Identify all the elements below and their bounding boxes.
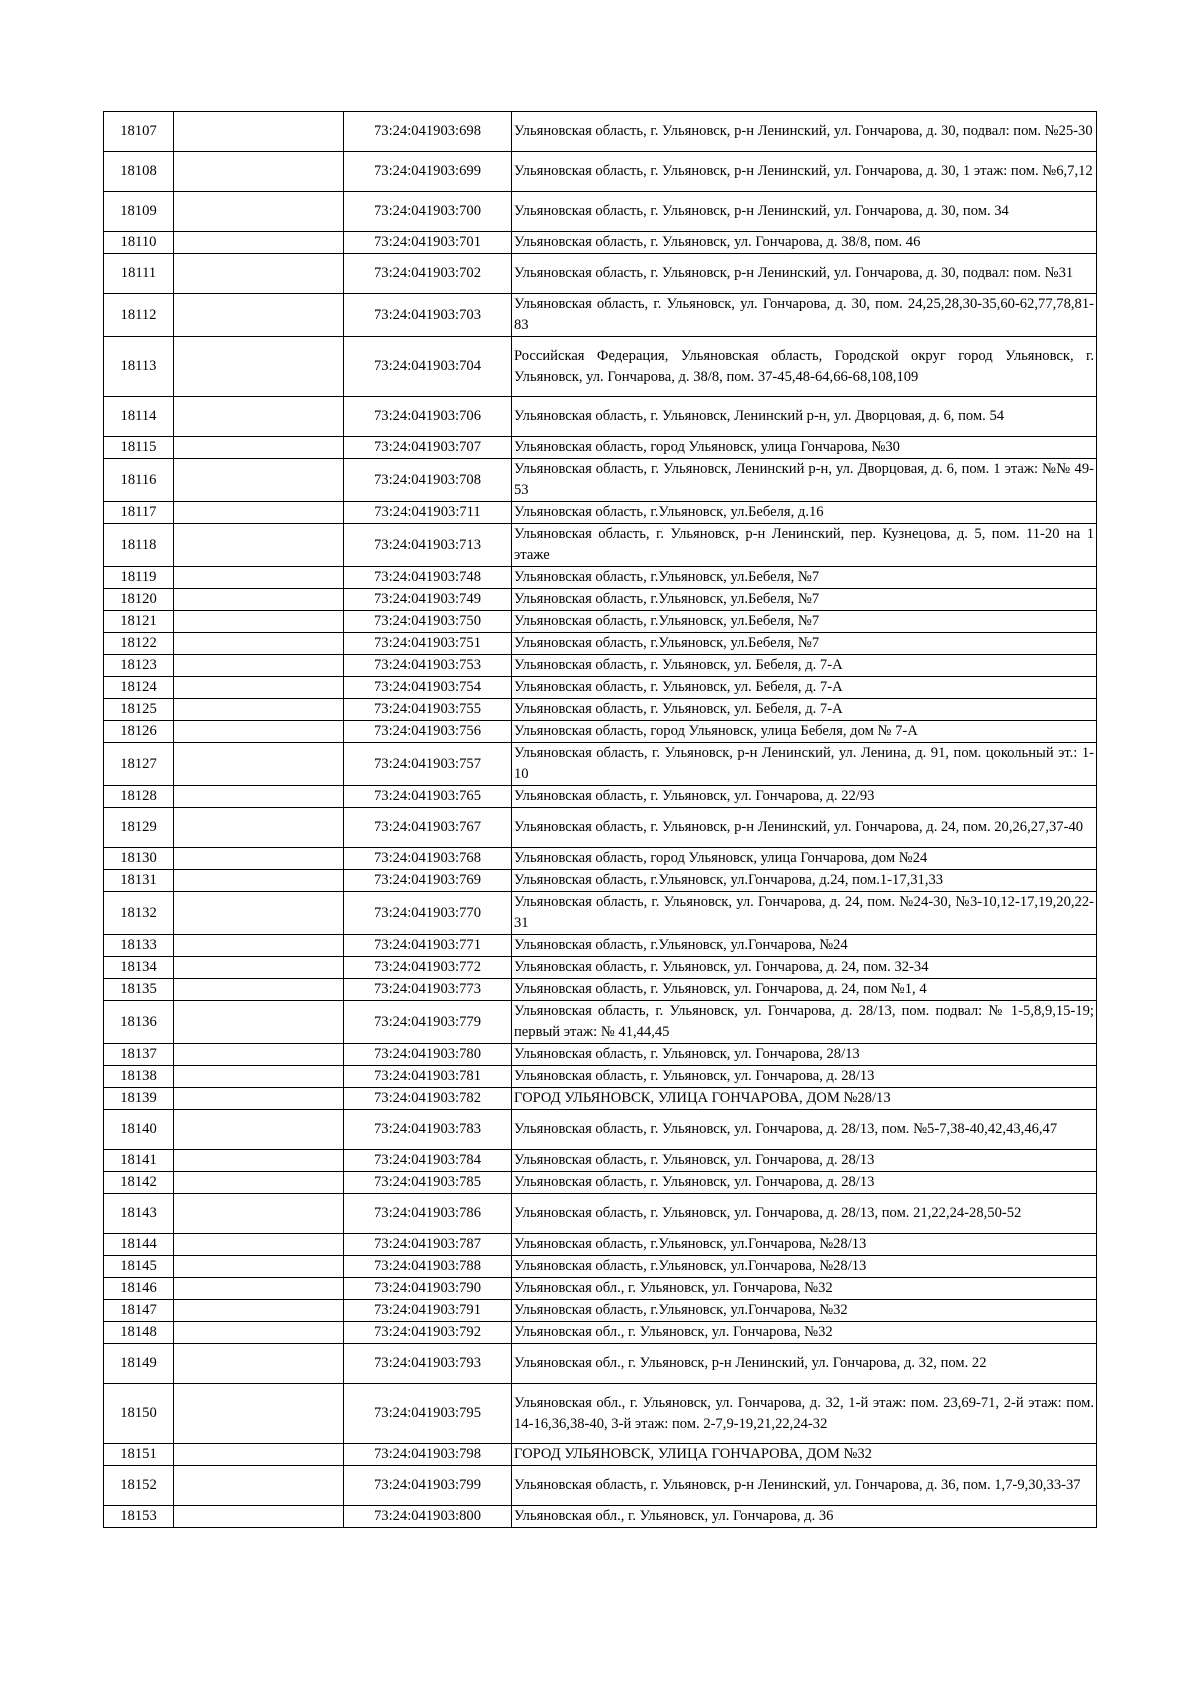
row-number: 18134 <box>104 957 174 979</box>
row-number: 18108 <box>104 152 174 192</box>
row-number: 18132 <box>104 892 174 935</box>
cadastral-number: 73:24:041903:748 <box>344 567 512 589</box>
row-number: 18153 <box>104 1506 174 1528</box>
table-row <box>104 1344 1097 1384</box>
address-cell: Ульяновская область, г.Ульяновск, ул.Гончарова, д.24, пом.1-17,31,33 <box>512 870 1097 892</box>
empty-cell <box>174 699 344 721</box>
cadastral-number: 73:24:041903:765 <box>344 786 512 808</box>
table-row <box>104 1506 1097 1528</box>
table-row <box>104 337 1097 397</box>
cadastral-number: 73:24:041903:779 <box>344 1001 512 1044</box>
address-cell: Ульяновская область, город Ульяновск, улица Гончарова, дом №24 <box>512 848 1097 870</box>
empty-cell <box>174 870 344 892</box>
address-cell: Ульяновская область, г. Ульяновск, р-н Ленинский, ул. Гончарова, д. 24, пом. 20,26,27,37-40 <box>512 808 1097 848</box>
empty-cell <box>174 232 344 254</box>
empty-cell <box>174 1466 344 1506</box>
table-row <box>104 1444 1097 1466</box>
empty-cell <box>174 1234 344 1256</box>
cadastral-number: 73:24:041903:782 <box>344 1088 512 1110</box>
table-row <box>104 294 1097 337</box>
address-cell: Ульяновская обл., г. Ульяновск, ул. Гончарова, д. 32, 1-й этаж: пом. 23,69-71, 2-й этаж: пом. 14-16,36,38-40, 3-й этаж: пом. 2-7,9-19,21,22,24-32 <box>512 1384 1097 1444</box>
cadastral-number: 73:24:041903:793 <box>344 1344 512 1384</box>
empty-cell <box>174 567 344 589</box>
row-number: 18107 <box>104 112 174 152</box>
cadastral-number: 73:24:041903:795 <box>344 1384 512 1444</box>
address-cell: Ульяновская область, г. Ульяновск, р-н Ленинский, ул. Ленина, д. 91, пом. цокольный эт.: 1-10 <box>512 743 1097 786</box>
address-cell: Ульяновская область, г. Ульяновск, р-н Ленинский, ул. Гончарова, д. 30, подвал: пом. №25-30 <box>512 112 1097 152</box>
address-cell: Ульяновская обл., г. Ульяновск, ул. Гончарова, №32 <box>512 1322 1097 1344</box>
row-number: 18114 <box>104 397 174 437</box>
address-cell: Ульяновская область, г. Ульяновск, ул. Бебеля, д. 7-А <box>512 677 1097 699</box>
address-cell: Ульяновская область, г. Ульяновск, ул. Гончарова, д. 30, пом. 24,25,28,30-35,60-62,77,78,81-83 <box>512 294 1097 337</box>
address-cell: Ульяновская область, город Ульяновск, улица Гончарова, №30 <box>512 437 1097 459</box>
row-number: 18131 <box>104 870 174 892</box>
cadastral-number: 73:24:041903:800 <box>344 1506 512 1528</box>
cadastral-number: 73:24:041903:771 <box>344 935 512 957</box>
address-cell: Ульяновская область, г. Ульяновск, ул. Бебеля, д. 7-А <box>512 699 1097 721</box>
cadastral-number: 73:24:041903:772 <box>344 957 512 979</box>
address-cell: Ульяновская область, г.Ульяновск, ул.Гончарова, №24 <box>512 935 1097 957</box>
cadastral-number: 73:24:041903:783 <box>344 1110 512 1150</box>
address-cell: Ульяновская область, г. Ульяновск, ул. Гончарова, д. 24, пом. №24-30, №3-10,12-17,19,20,22-31 <box>512 892 1097 935</box>
empty-cell <box>174 1001 344 1044</box>
empty-cell <box>174 294 344 337</box>
empty-cell <box>174 1066 344 1088</box>
row-number: 18142 <box>104 1172 174 1194</box>
address-cell: Ульяновская область, г. Ульяновск, р-н Ленинский, ул. Гончарова, д. 30, подвал: пом. №31 <box>512 254 1097 294</box>
row-number: 18140 <box>104 1110 174 1150</box>
empty-cell <box>174 957 344 979</box>
cadastral-number: 73:24:041903:791 <box>344 1300 512 1322</box>
empty-cell <box>174 721 344 743</box>
table-row <box>104 1172 1097 1194</box>
table-row <box>104 808 1097 848</box>
row-number: 18135 <box>104 979 174 1001</box>
cadastral-number: 73:24:041903:698 <box>344 112 512 152</box>
row-number: 18109 <box>104 192 174 232</box>
empty-cell <box>174 979 344 1001</box>
empty-cell <box>174 1150 344 1172</box>
cadastral-number: 73:24:041903:751 <box>344 633 512 655</box>
row-number: 18148 <box>104 1322 174 1344</box>
address-cell: ГОРОД УЛЬЯНОВСК, УЛИЦА ГОНЧАРОВА, ДОМ №32 <box>512 1444 1097 1466</box>
table-row <box>104 397 1097 437</box>
empty-cell <box>174 1322 344 1344</box>
address-cell: Ульяновская обл., г. Ульяновск, ул. Гончарова, д. 36 <box>512 1506 1097 1528</box>
table-row <box>104 152 1097 192</box>
cadastral-number: 73:24:041903:749 <box>344 589 512 611</box>
row-number: 18111 <box>104 254 174 294</box>
cadastral-number: 73:24:041903:784 <box>344 1150 512 1172</box>
row-number: 18138 <box>104 1066 174 1088</box>
empty-cell <box>174 743 344 786</box>
address-cell: Ульяновская область, г. Ульяновск, р-н Ленинский, ул. Гончарова, д. 36, пом. 1,7-9,30,33-37 <box>512 1466 1097 1506</box>
address-cell: Ульяновская область, г. Ульяновск, ул. Бебеля, д. 7-А <box>512 655 1097 677</box>
table-row <box>104 232 1097 254</box>
row-number: 18121 <box>104 611 174 633</box>
row-number: 18133 <box>104 935 174 957</box>
row-number: 18119 <box>104 567 174 589</box>
address-cell: Ульяновская область, г.Ульяновск, ул.Бебеля, №7 <box>512 589 1097 611</box>
address-cell: Ульяновская область, г. Ульяновск, ул. Гончарова, д. 28/13, пом. подвал: № 1-5,8,9,15-19; первый этаж: № 41,44,45 <box>512 1001 1097 1044</box>
table-row <box>104 1110 1097 1150</box>
table-row <box>104 437 1097 459</box>
cadastral-number: 73:24:041903:708 <box>344 459 512 502</box>
cadastral-number: 73:24:041903:767 <box>344 808 512 848</box>
empty-cell <box>174 935 344 957</box>
row-number: 18149 <box>104 1344 174 1384</box>
cadastral-number: 73:24:041903:780 <box>344 1044 512 1066</box>
table-row <box>104 655 1097 677</box>
empty-cell <box>174 437 344 459</box>
table-row <box>104 721 1097 743</box>
row-number: 18141 <box>104 1150 174 1172</box>
address-cell: Ульяновская область, город Ульяновск, улица Бебеля, дом № 7-А <box>512 721 1097 743</box>
address-cell: Ульяновская область, г. Ульяновск, р-н Ленинский, ул. Гончарова, д. 30, пом. 34 <box>512 192 1097 232</box>
table-row <box>104 459 1097 502</box>
row-number: 18151 <box>104 1444 174 1466</box>
row-number: 18137 <box>104 1044 174 1066</box>
empty-cell <box>174 397 344 437</box>
empty-cell <box>174 589 344 611</box>
row-number: 18152 <box>104 1466 174 1506</box>
cadastral-number: 73:24:041903:798 <box>344 1444 512 1466</box>
address-cell: Ульяновская область, г.Ульяновск, ул.Гончарова, №32 <box>512 1300 1097 1322</box>
cadastral-number: 73:24:041903:704 <box>344 337 512 397</box>
cadastral-number: 73:24:041903:699 <box>344 152 512 192</box>
cadastral-number: 73:24:041903:702 <box>344 254 512 294</box>
register-table-body <box>104 112 1097 1528</box>
row-number: 18110 <box>104 232 174 254</box>
row-number: 18146 <box>104 1278 174 1300</box>
cadastral-number: 73:24:041903:703 <box>344 294 512 337</box>
address-cell: Ульяновская область, г. Ульяновск, р-н Ленинский, пер. Кузнецова, д. 5, пом. 11-20 на 1 этаже <box>512 524 1097 567</box>
empty-cell <box>174 1256 344 1278</box>
row-number: 18127 <box>104 743 174 786</box>
table-row <box>104 1001 1097 1044</box>
row-number: 18124 <box>104 677 174 699</box>
table-row <box>104 1150 1097 1172</box>
row-number: 18130 <box>104 848 174 870</box>
table-row <box>104 699 1097 721</box>
address-cell: Ульяновская область, г. Ульяновск, ул. Гончарова, д. 24, пом. 32-34 <box>512 957 1097 979</box>
table-row <box>104 870 1097 892</box>
empty-cell <box>174 1506 344 1528</box>
row-number: 18139 <box>104 1088 174 1110</box>
table-row <box>104 192 1097 232</box>
table-row <box>104 743 1097 786</box>
table-row <box>104 112 1097 152</box>
cadastral-number: 73:24:041903:773 <box>344 979 512 1001</box>
address-cell: Ульяновская область, г. Ульяновск, ул. Гончарова, д. 28/13 <box>512 1066 1097 1088</box>
cadastral-number: 73:24:041903:706 <box>344 397 512 437</box>
empty-cell <box>174 524 344 567</box>
empty-cell <box>174 1384 344 1444</box>
empty-cell <box>174 1172 344 1194</box>
address-cell: ГОРОД УЛЬЯНОВСК, УЛИЦА ГОНЧАРОВА, ДОМ №28/13 <box>512 1088 1097 1110</box>
table-row <box>104 1194 1097 1234</box>
row-number: 18147 <box>104 1300 174 1322</box>
row-number: 18120 <box>104 589 174 611</box>
address-cell: Ульяновская область, г.Ульяновск, ул.Бебеля, №7 <box>512 611 1097 633</box>
empty-cell <box>174 677 344 699</box>
row-number: 18115 <box>104 437 174 459</box>
table-row <box>104 935 1097 957</box>
cadastral-number: 73:24:041903:701 <box>344 232 512 254</box>
cadastral-number: 73:24:041903:787 <box>344 1234 512 1256</box>
empty-cell <box>174 502 344 524</box>
table-row <box>104 677 1097 699</box>
empty-cell <box>174 152 344 192</box>
empty-cell <box>174 1278 344 1300</box>
row-number: 18128 <box>104 786 174 808</box>
cadastral-number: 73:24:041903:781 <box>344 1066 512 1088</box>
empty-cell <box>174 655 344 677</box>
table-row <box>104 1234 1097 1256</box>
address-cell: Ульяновская область, г. Ульяновск, ул. Гончарова, д. 24, пом №1, 4 <box>512 979 1097 1001</box>
address-cell: Ульяновская область, г. Ульяновск, ул. Гончарова, д. 28/13 <box>512 1172 1097 1194</box>
table-row <box>104 979 1097 1001</box>
table-row <box>104 1466 1097 1506</box>
row-number: 18129 <box>104 808 174 848</box>
empty-cell <box>174 112 344 152</box>
table-row <box>104 786 1097 808</box>
row-number: 18150 <box>104 1384 174 1444</box>
address-cell: Ульяновская область, г. Ульяновск, ул. Гончарова, д. 38/8, пом. 46 <box>512 232 1097 254</box>
empty-cell <box>174 892 344 935</box>
table-row <box>104 1278 1097 1300</box>
empty-cell <box>174 611 344 633</box>
row-number: 18136 <box>104 1001 174 1044</box>
register-table <box>103 111 1097 1528</box>
empty-cell <box>174 1300 344 1322</box>
cadastral-number: 73:24:041903:757 <box>344 743 512 786</box>
cadastral-number: 73:24:041903:790 <box>344 1278 512 1300</box>
empty-cell <box>174 254 344 294</box>
cadastral-number: 73:24:041903:799 <box>344 1466 512 1506</box>
row-number: 18116 <box>104 459 174 502</box>
row-number: 18144 <box>104 1234 174 1256</box>
cadastral-number: 73:24:041903:756 <box>344 721 512 743</box>
empty-cell <box>174 1344 344 1384</box>
address-cell: Ульяновская область, г.Ульяновск, ул.Бебеля, №7 <box>512 567 1097 589</box>
empty-cell <box>174 848 344 870</box>
empty-cell <box>174 459 344 502</box>
table-row <box>104 957 1097 979</box>
table-row <box>104 1066 1097 1088</box>
cadastral-number: 73:24:041903:769 <box>344 870 512 892</box>
cadastral-number: 73:24:041903:753 <box>344 655 512 677</box>
table-row <box>104 848 1097 870</box>
address-cell: Ульяновская область, г. Ульяновск, ул. Гончарова, д. 28/13, пом. 21,22,24-28,50-52 <box>512 1194 1097 1234</box>
address-cell: Ульяновская область, г. Ульяновск, ул. Гончарова, 28/13 <box>512 1044 1097 1066</box>
empty-cell <box>174 337 344 397</box>
cadastral-number: 73:24:041903:792 <box>344 1322 512 1344</box>
table-row <box>104 589 1097 611</box>
address-cell: Ульяновская область, г.Ульяновск, ул.Бебеля, д.16 <box>512 502 1097 524</box>
row-number: 18113 <box>104 337 174 397</box>
table-row <box>104 1256 1097 1278</box>
table-row <box>104 1088 1097 1110</box>
row-number: 18123 <box>104 655 174 677</box>
address-cell: Российская Федерация, Ульяновская область, Городской округ город Ульяновск, г. Ульяновск, ул. Гончарова, д. 38/8, пом. 37-45,48-64,66-68,108,109 <box>512 337 1097 397</box>
row-number: 18122 <box>104 633 174 655</box>
cadastral-number: 73:24:041903:770 <box>344 892 512 935</box>
row-number: 18145 <box>104 1256 174 1278</box>
cadastral-number: 73:24:041903:788 <box>344 1256 512 1278</box>
empty-cell <box>174 1044 344 1066</box>
empty-cell <box>174 1194 344 1234</box>
address-cell: Ульяновская область, г. Ульяновск, Ленинский р-н, ул. Дворцовая, д. 6, пом. 1 этаж: №№ 49-53 <box>512 459 1097 502</box>
cadastral-number: 73:24:041903:768 <box>344 848 512 870</box>
empty-cell <box>174 192 344 232</box>
row-number: 18117 <box>104 502 174 524</box>
table-row <box>104 254 1097 294</box>
address-cell: Ульяновская область, г.Ульяновск, ул.Бебеля, №7 <box>512 633 1097 655</box>
row-number: 18125 <box>104 699 174 721</box>
cadastral-number: 73:24:041903:786 <box>344 1194 512 1234</box>
cadastral-number: 73:24:041903:711 <box>344 502 512 524</box>
address-cell: Ульяновская область, г.Ульяновск, ул.Гончарова, №28/13 <box>512 1234 1097 1256</box>
table-row <box>104 892 1097 935</box>
table-row <box>104 567 1097 589</box>
table-row <box>104 611 1097 633</box>
row-number: 18143 <box>104 1194 174 1234</box>
address-cell: Ульяновская область, г. Ульяновск, р-н Ленинский, ул. Гончарова, д. 30, 1 этаж: пом. №6,7,12 <box>512 152 1097 192</box>
address-cell: Ульяновская обл., г. Ульяновск, р-н Ленинский, ул. Гончарова, д. 32, пом. 22 <box>512 1344 1097 1384</box>
cadastral-number: 73:24:041903:700 <box>344 192 512 232</box>
empty-cell <box>174 786 344 808</box>
address-cell: Ульяновская область, г. Ульяновск, ул. Гончарова, д. 28/13, пом. №5-7,38-40,42,43,46,47 <box>512 1110 1097 1150</box>
table-row <box>104 1044 1097 1066</box>
empty-cell <box>174 1088 344 1110</box>
empty-cell <box>174 808 344 848</box>
address-cell: Ульяновская область, г. Ульяновск, ул. Гончарова, д. 28/13 <box>512 1150 1097 1172</box>
table-row <box>104 633 1097 655</box>
cadastral-number: 73:24:041903:713 <box>344 524 512 567</box>
row-number: 18118 <box>104 524 174 567</box>
row-number: 18112 <box>104 294 174 337</box>
empty-cell <box>174 1110 344 1150</box>
address-cell: Ульяновская область, г. Ульяновск, ул. Гончарова, д. 22/93 <box>512 786 1097 808</box>
table-row <box>104 1300 1097 1322</box>
empty-cell <box>174 1444 344 1466</box>
row-number: 18126 <box>104 721 174 743</box>
table-row <box>104 502 1097 524</box>
cadastral-number: 73:24:041903:750 <box>344 611 512 633</box>
cadastral-number: 73:24:041903:785 <box>344 1172 512 1194</box>
address-cell: Ульяновская область, г.Ульяновск, ул.Гончарова, №28/13 <box>512 1256 1097 1278</box>
cadastral-number: 73:24:041903:707 <box>344 437 512 459</box>
address-cell: Ульяновская область, г. Ульяновск, Ленинский р-н, ул. Дворцовая, д. 6, пом. 54 <box>512 397 1097 437</box>
cadastral-number: 73:24:041903:754 <box>344 677 512 699</box>
address-cell: Ульяновская обл., г. Ульяновск, ул. Гончарова, №32 <box>512 1278 1097 1300</box>
table-row <box>104 1322 1097 1344</box>
empty-cell <box>174 633 344 655</box>
table-row <box>104 1384 1097 1444</box>
table-row <box>104 524 1097 567</box>
cadastral-number: 73:24:041903:755 <box>344 699 512 721</box>
